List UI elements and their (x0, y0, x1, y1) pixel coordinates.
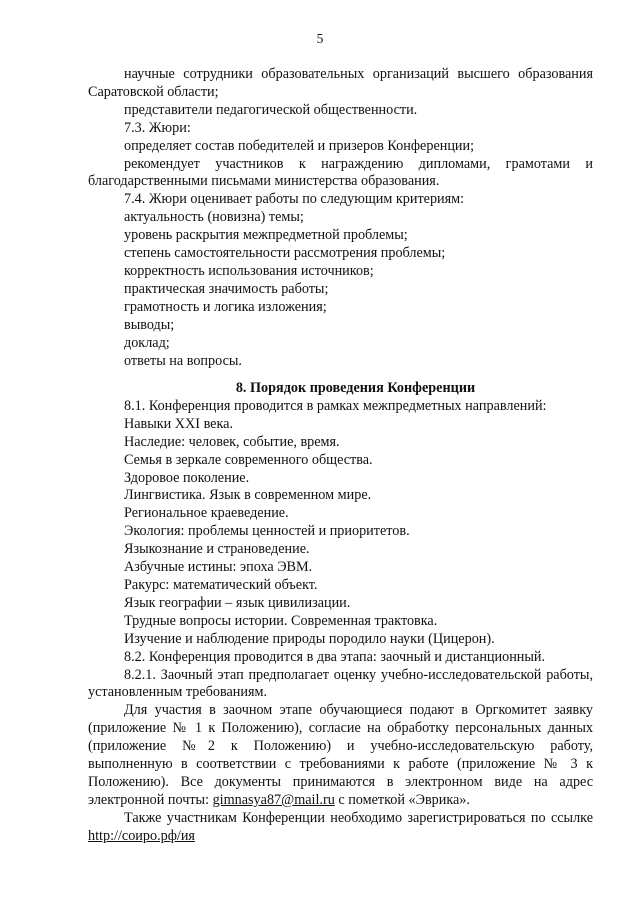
direction-item: Экология: проблемы ценностей и приоритетов. (124, 523, 410, 540)
registration-text: Также участникам Конференции необходимо зарегистрироваться по ссылке (124, 809, 593, 826)
direction-item: Навыки XXI века. (124, 415, 234, 432)
criteria-item: корректность использования источников; (124, 262, 374, 279)
registration-link[interactable]: http://соиро.рф/ия (88, 827, 195, 844)
direction-item: Региональное краеведение. (124, 505, 289, 522)
section-7-block (88, 66, 593, 370)
email-link[interactable]: gimnasya87@mail.ru (212, 791, 335, 808)
page-number: 5 (316, 31, 324, 46)
direction-item: Лингвистика. Язык в современном мире. (124, 487, 372, 504)
direction-item: Язык географии – язык цивилизации. (124, 594, 351, 611)
direction-item: Наследие: человек, событие, время. (124, 433, 340, 450)
criteria-item: доклад; (124, 334, 170, 351)
section-8-heading: 8. Порядок проведения Конференции (235, 380, 476, 396)
criteria-item: выводы; (124, 316, 175, 333)
criteria-item: практическая значимость работы; (124, 280, 329, 297)
section-8-block (88, 380, 593, 846)
application-text-end: с пометкой «Эврика». (334, 791, 470, 808)
clause-8-1: 8.1. Конференция проводится в рамках межпредметных направлений: (124, 397, 547, 414)
clause-8-2-1: 8.2.1. Заочный этап предполагает оценку учебно-исследовательской работы, установленным требованиям. (88, 666, 593, 701)
direction-item: Изучение и наблюдение природы породило науки (Цицерон). (124, 630, 495, 647)
criteria-item: уровень раскрытия межпредметной проблемы; (124, 227, 408, 244)
criteria-item: ответы на вопросы. (124, 352, 242, 369)
criteria-item: степень самостоятельности рассмотрения проблемы; (124, 245, 446, 262)
clause-7-4: 7.4. Жюри оценивает работы по следующим критериям: (124, 191, 465, 208)
application-text: Для участия в заочном этапе обучающиеся подают в Оргкомитет заявку (приложение № 1 к Положению), согласие на обработку персональных данных (приложение №2 к Положению) и учебно-исследовательскую работу, выполненную в соответствии с требованиями к работе (приложение № 3 к Положению). Все документы принимаются в электронном виде на адрес электронной почты: (88, 702, 593, 808)
paragraph-representatives: представители педагогической общественности. (124, 101, 418, 118)
paragraph-jury-determines: определяет состав победителей и призеров Конференции; (124, 137, 475, 154)
direction-item: Семья в зеркале современного общества. (124, 451, 373, 468)
direction-item: Ракурс: математический объект. (124, 576, 318, 593)
clause-8-2: 8.2. Конференция проводится в два этапа: заочный и дистанционный. (124, 648, 546, 665)
criteria-item: актуальность (новизна) темы; (124, 209, 304, 226)
paragraph-scientists: научные сотрудники образовательных организаций высшего образования Саратовской области; (88, 66, 593, 100)
paragraph-registration (88, 810, 593, 846)
direction-item: Здоровое поколение. (124, 469, 250, 486)
clause-7-3: 7.3. Жюри: (124, 119, 191, 136)
direction-item: Азбучные истины: эпоха ЭВМ. (124, 559, 313, 576)
direction-item: Трудные вопросы истории. Современная трактовка. (124, 612, 438, 629)
direction-item: Языкознание и страноведение. (124, 541, 310, 558)
paragraph-jury-recommends: рекомендует участников к награждению дипломами, грамотами и благодарственными письмами министерства образования. (88, 155, 593, 190)
paragraph-application (88, 702, 593, 809)
criteria-item: грамотность и логика изложения; (124, 298, 327, 315)
